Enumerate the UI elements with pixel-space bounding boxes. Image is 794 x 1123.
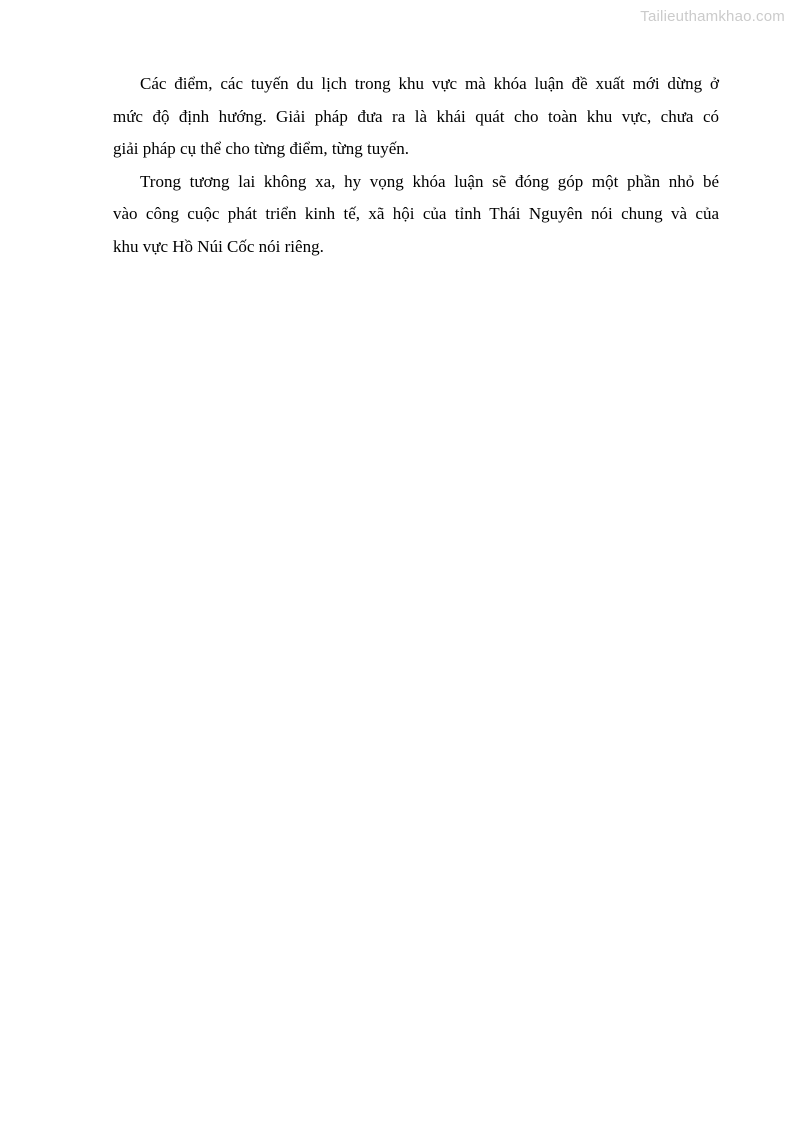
document-content <box>113 68 719 263</box>
text-line: vào công cuộc phát triển kinh tế, xã hội của tỉnh Thái Nguyên nói chung và của <box>113 204 719 223</box>
text-line: Trong tương lai không xa, hy vọng khóa luận sẽ đóng góp một phần nhỏ bé <box>140 171 719 191</box>
text-line: Các điểm, các tuyến du lịch trong khu vực mà khóa luận đề xuất mới dừng ở <box>140 74 719 93</box>
paragraph-2 <box>113 166 719 264</box>
text-line: khu vực Hồ Núi Cốc nói riêng. <box>113 236 324 256</box>
paragraph-1 <box>113 68 719 166</box>
watermark: Tailieuthamkhao.com <box>640 8 785 25</box>
text-line: mức độ định hướng. Giải pháp đưa ra là khái quát cho toàn khu vực, chưa có <box>113 106 719 126</box>
text-line: giải pháp cụ thể cho từng điểm, từng tuyến. <box>113 139 410 158</box>
